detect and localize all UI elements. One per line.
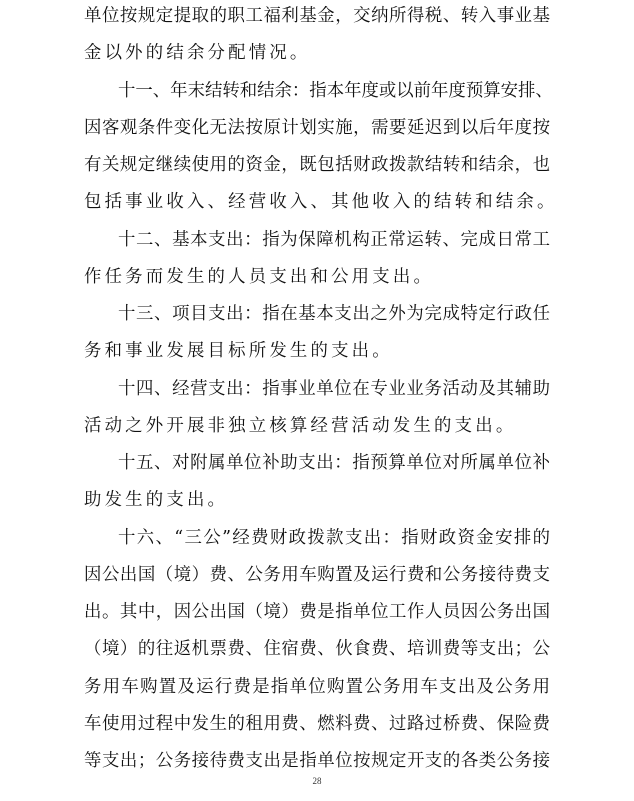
text-line: 助发生的支出。 xyxy=(84,490,229,510)
text-line: 等支出；公务接待费支出是指单位按规定开支的各类公务接 xyxy=(84,751,550,771)
text-line: 作任务而发生的人员支出和公用支出。 xyxy=(84,267,435,287)
text-line: 出。其中，因公出国（境）费是指单位工作人员因公务出国 xyxy=(84,602,550,622)
text-line: 十六、“三公”经费财政拨款支出：指财政资金安排的 xyxy=(118,528,550,548)
text-line: 金以外的结余分配情况。 xyxy=(84,43,311,63)
text-line: 十三、项目支出：指在基本支出之外为完成特定行政任 xyxy=(118,304,550,324)
text-line: 十一、年末结转和结余：指本年度或以前年度预算安排、 xyxy=(118,81,553,101)
text-line: 车使用过程中发生的租用费、燃料费、过路过桥费、保险费 xyxy=(84,714,550,734)
text-line: （境）的往返机票费、住宿费、伙食费、培训费等支出；公 xyxy=(84,639,550,659)
text-line: 十二、基本支出：指为保障机构正常运转、完成日常工 xyxy=(118,230,550,250)
text-line: 因客观条件变化无法按原计划实施，需要延迟到以后年度按 xyxy=(84,118,550,138)
page-number: 28 xyxy=(312,776,322,786)
text-line: 单位按规定提取的职工福利基金，交纳所得税、转入事业基 xyxy=(84,6,550,26)
text-line: 务用车购置及运行费是指单位购置公务用车支出及公务用 xyxy=(84,677,550,697)
text-line: 十五、对附属单位补助支出：指预算单位对所属单位补 xyxy=(118,453,550,473)
text-line: 因公出国（境）费、公务用车购置及运行费和公务接待费支 xyxy=(84,565,550,585)
text-line: 务和事业发展目标所发生的支出。 xyxy=(84,341,393,361)
text-line: 有关规定继续使用的资金，既包括财政拨款结转和结余，也 xyxy=(84,155,550,175)
text-line: 十四、经营支出：指事业单位在专业业务活动及其辅助 xyxy=(118,379,550,399)
text-line: 活动之外开展非独立核算经营活动发生的支出。 xyxy=(84,416,517,436)
text-line: 包括事业收入、经营收入、其他收入的结转和结余。 xyxy=(84,192,558,212)
